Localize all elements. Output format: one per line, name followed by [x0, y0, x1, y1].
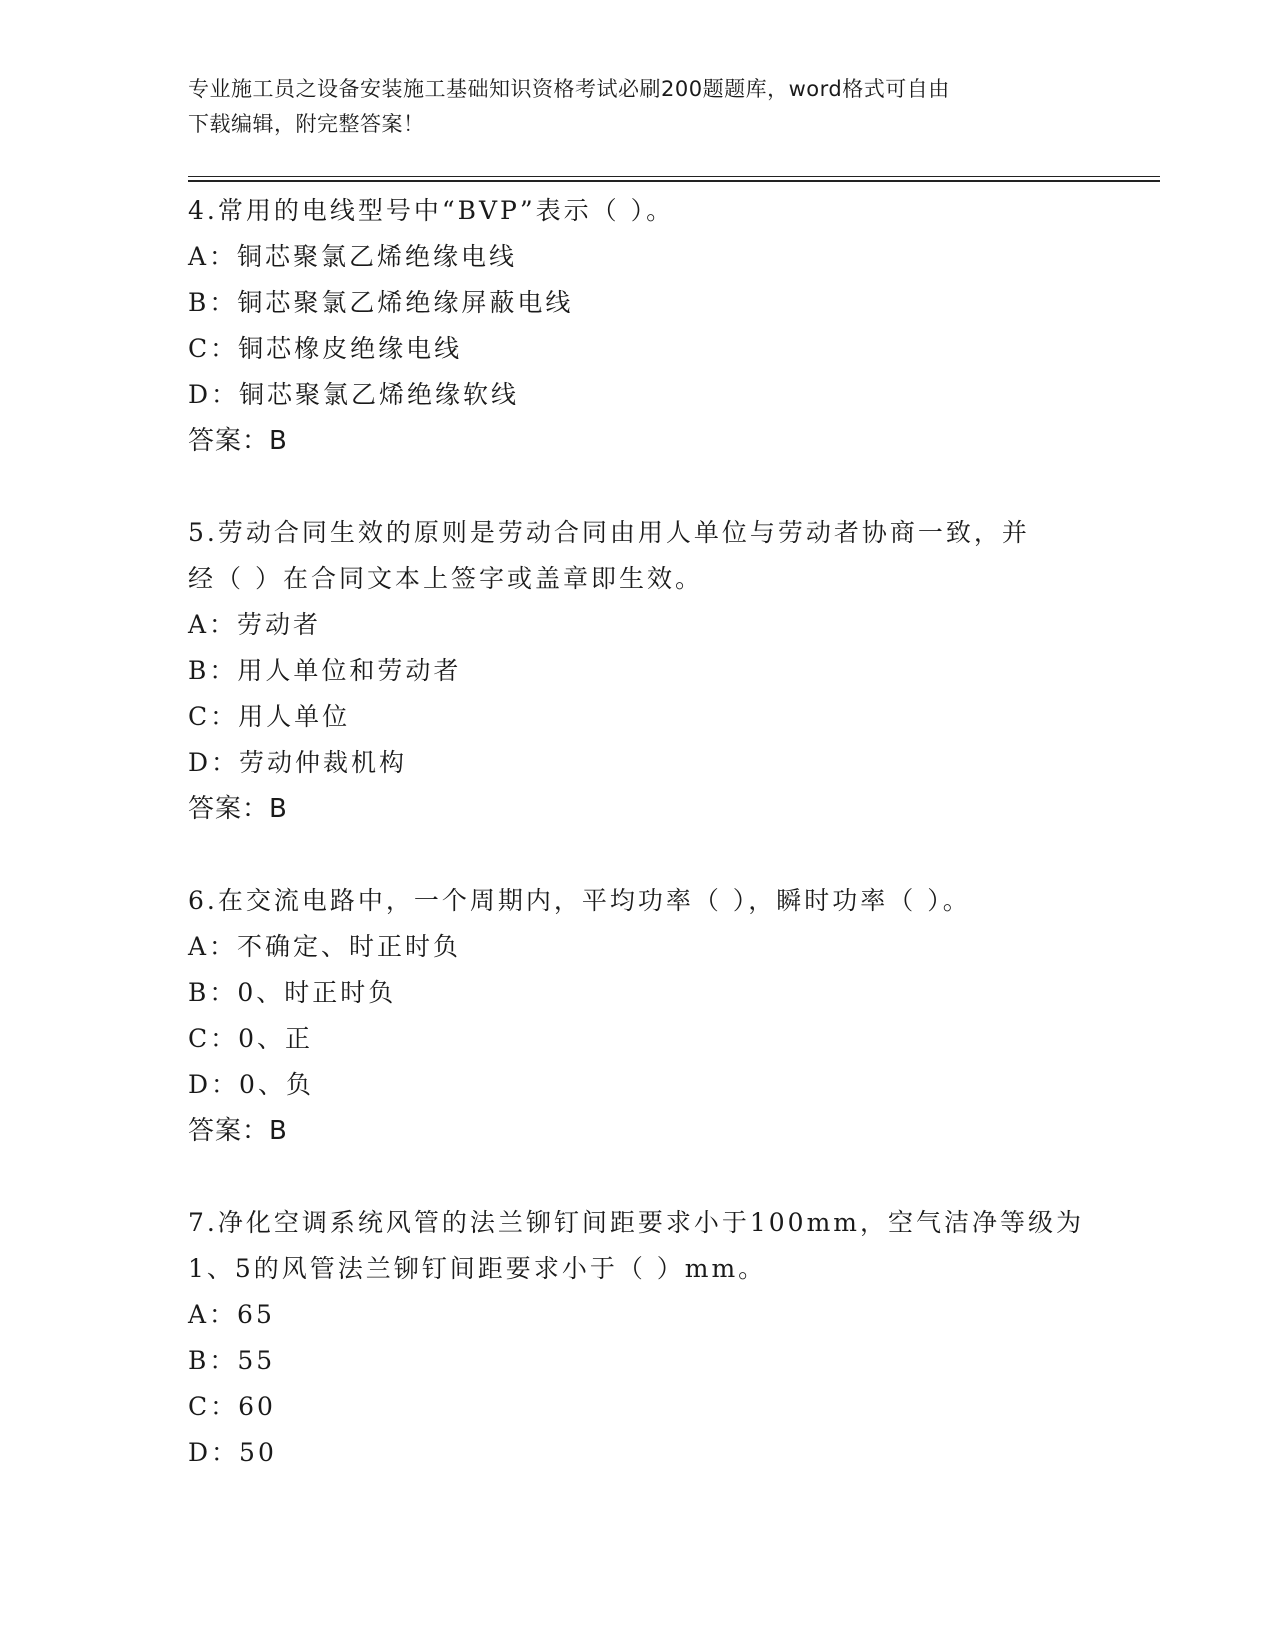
question-stem: 5.劳动合同生效的原则是劳动合同由用人单位与劳动者协商一致，并 [188, 518, 1030, 547]
option-a: A：铜芯聚氯乙烯绝缘电线 [188, 242, 518, 271]
option-b: B：铜芯聚氯乙烯绝缘屏蔽电线 [188, 288, 574, 317]
document-header [188, 72, 1088, 142]
question-7 [188, 1200, 1148, 1476]
question-stem: 6.在交流电路中，一个周期内，平均功率（ ），瞬时功率（ ）。 [188, 886, 971, 915]
option-c: C：铜芯橡皮绝缘电线 [188, 334, 463, 363]
question-6 [188, 878, 1148, 1154]
option-b: B：用人单位和劳动者 [188, 656, 462, 685]
header-line-1: 专业施工员之设备安装施工基础知识资格考试必刷200题题库，word格式可自由 [188, 77, 950, 101]
question-stem-continued: 1、5的风管法兰铆钉间距要求小于（ ）mm。 [188, 1254, 767, 1283]
question-5 [188, 510, 1148, 832]
option-d: D：铜芯聚氯乙烯绝缘软线 [188, 380, 520, 409]
header-line-2: 下载编辑，附完整答案！ [188, 112, 425, 136]
option-c: C：0、正 [188, 1024, 314, 1053]
question-list [188, 188, 1148, 1476]
option-b: B：55 [188, 1346, 276, 1375]
header-divider-thin [188, 176, 1160, 177]
option-d: D：50 [188, 1438, 277, 1467]
question-4 [188, 188, 1148, 464]
answer-label: 答案：B [188, 794, 288, 824]
question-stem-continued: 经（ ）在合同文本上签字或盖章即生效。 [188, 564, 703, 593]
option-a: A：65 [188, 1300, 275, 1329]
answer-label: 答案：B [188, 426, 288, 456]
option-c: C：60 [188, 1392, 276, 1421]
spacer [188, 832, 1148, 878]
option-c: C：用人单位 [188, 702, 351, 731]
question-stem: 7.净化空调系统风管的法兰铆钉间距要求小于100mm，空气洁净等级为 [188, 1208, 1084, 1237]
header-divider-thick [188, 180, 1160, 182]
question-stem: 4.常用的电线型号中“BVP”表示（ ）。 [188, 196, 675, 225]
option-a: A：不确定、时正时负 [188, 932, 462, 961]
option-a: A：劳动者 [188, 610, 322, 639]
option-d: D：0、负 [188, 1070, 314, 1099]
spacer [188, 1154, 1148, 1200]
answer-label: 答案：B [188, 1116, 288, 1146]
option-d: D：劳动仲裁机构 [188, 748, 408, 777]
option-b: B：0、时正时负 [188, 978, 397, 1007]
spacer [188, 464, 1148, 510]
